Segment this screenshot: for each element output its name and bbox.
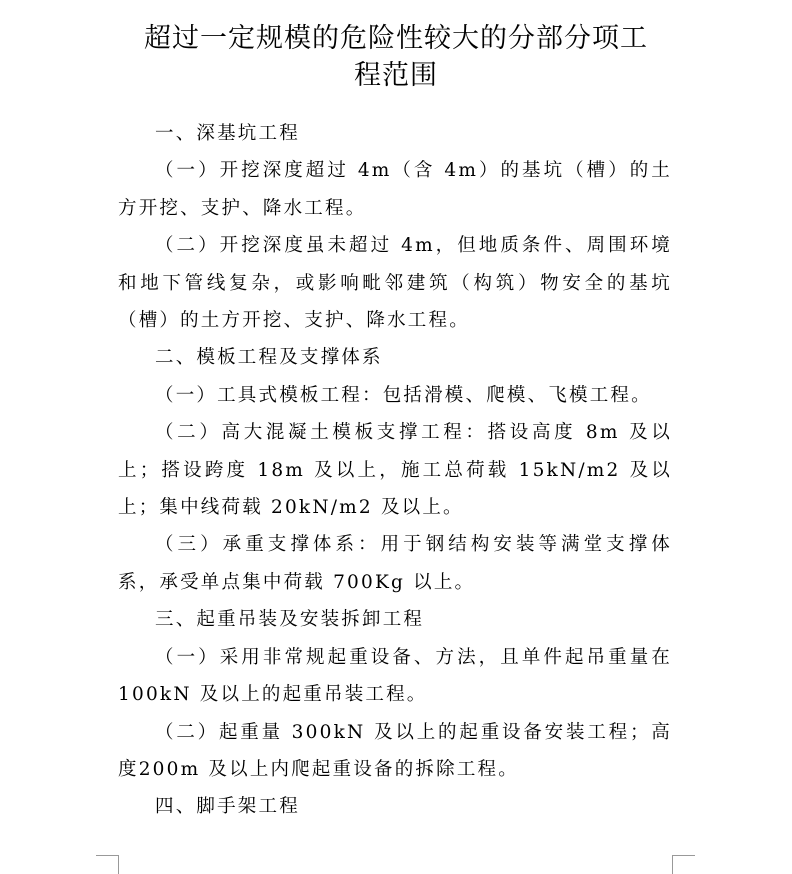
paragraph: （一）采用非常规起重设备、方法，且单件起吊重量在100kN 及以上的起重吊装工程。 (118, 646, 672, 706)
document-title (118, 20, 674, 94)
section-heading-deep-foundation-pit: 一、深基坑工程 (155, 123, 300, 144)
paragraph: （三）承重支撑体系：用于钢结构安装等满堂支撑体系，承受单点集中荷载 700Kg 以上。 (118, 534, 672, 593)
title-line-1: 超过一定规模的危险性较大的分部分项工 (144, 23, 648, 55)
paragraph: （一）开挖深度超过 4m（含 4m）的基坑（槽）的土方开挖、支护、降水工程。 (118, 160, 672, 219)
page-margin-corner-mark (96, 855, 119, 874)
section-heading-scaffolding: 四、脚手架工程 (155, 796, 300, 818)
document-body (118, 115, 672, 826)
paragraph: （一）工具式模板工程：包括滑模、爬模、飞模工程。 (155, 384, 652, 406)
paragraph: （二）开挖深度虽未超过 4m，但地质条件、周围环境和地下管线复杂，或影响毗邻建筑（构筑）物安全的基坑（槽）的土方开挖、支护、降水工程。 (118, 235, 672, 332)
paragraph: （二）高大混凝土模板支撑工程：搭设高度 8m 及以上；搭设跨度 18m 及以上，施工总荷载 15kN/m2 及以上；集中线荷载 20kN/m2 及以上。 (118, 422, 672, 519)
page-margin-corner-mark (672, 855, 695, 874)
section-heading-lifting: 三、起重吊装及安装拆卸工程 (155, 609, 425, 631)
title-line-2: 程范围 (354, 60, 438, 92)
section-heading-formwork: 二、模板工程及支撑体系 (155, 347, 383, 369)
paragraph: （二）起重量 300kN 及以上的起重设备安装工程；高度200m 及以上内爬起重设备的拆除工程。 (118, 721, 672, 780)
